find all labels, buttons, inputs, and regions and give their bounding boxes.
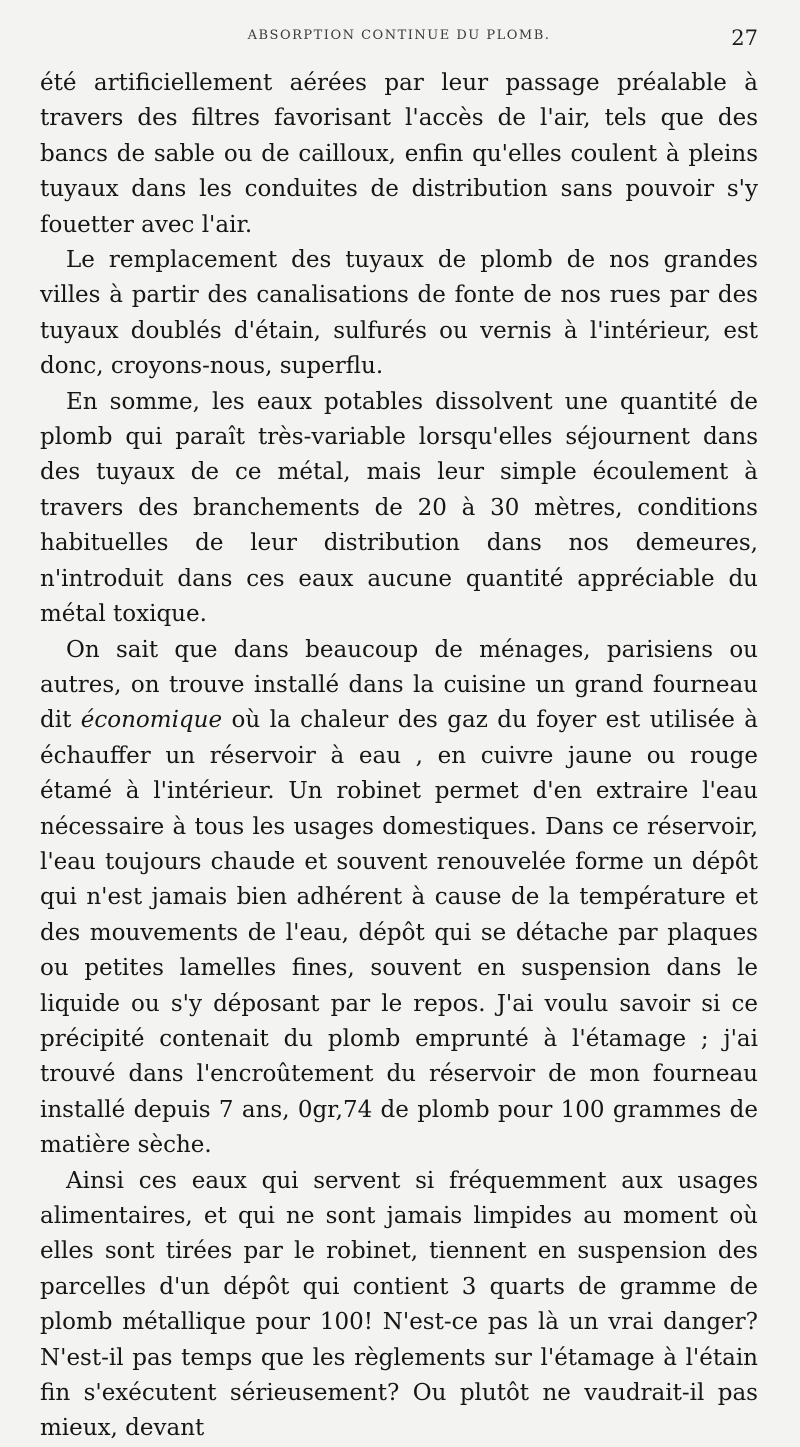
paragraph-lead-pipes: Le remplacement des tuyaux de plomb de nos grandes villes à partir des canalisations de fonte de nos rues par des tuyaux doublés d'étain, sulfurés ou vernis à l'intérieur, est donc, croyons-nous, superflu. <box>40 247 758 380</box>
running-title: ABSORPTION CONTINUE DU PLOMB. <box>247 28 551 43</box>
body-text <box>40 66 758 1447</box>
paragraph-fourneau <box>40 633 758 1164</box>
page-number: 27 <box>731 26 758 50</box>
paragraph-fourneau-part1: On sait que dans beaucoup de ménages, parisiens ou autres, on trouve installé dans la cuisine un grand fourneau dit <box>40 636 758 734</box>
paragraph-fourneau-part2: où la chaleur des gaz du foyer est utilisée à échauffer un réservoir à eau , en cuivre jaune ou rouge étamé à l'intérieur. Un robinet permet d'en extraire l'eau nécessaire à tous les usages domestiques. Dans ce réservoir, l'eau toujours chaude et souvent renouvelée forme un dépôt qui n'est jamais bien adhérent à cause de la température et des mouvements de l'eau, dépôt qui se détache par plaques ou petites lamelles fines, souvent en suspension dans le liquide ou s'y déposant par le repos. J'ai voulu savoir si ce précipité contenait du plomb emprunté à l'étamage ; j'ai trouvé dans l'encroûtement du réservoir de mon fourneau installé depuis 7 ans, 0gr,74 de plomb pour 100 grammes de matière sèche. <box>40 707 758 1159</box>
running-head <box>40 22 758 66</box>
paragraph-summary: En somme, les eaux potables dissolvent une quantité de plomb qui paraît très-variable lorsqu'elles séjournent dans des tuyaux de ce métal, mais leur simple écoulement à travers des branchements de 20 à 30 mètres, conditions habituelles de leur distribution dans nos demeures, n'introduit dans ces eaux aucune quantité appréciable du métal toxique. <box>40 388 758 628</box>
paragraph-continuation: été artificiellement aérées par leur passage préalable à travers des filtres favorisant l'accès de l'air, tels que des bancs de sable ou de cailloux, enfin qu'elles coulent à pleins tuyaux dans les conduites de distribution sans pouvoir s'y fouetter avec l'air. <box>40 70 758 238</box>
italic-term: économique <box>80 707 223 734</box>
paragraph-danger: Ainsi ces eaux qui servent si fréquemment aux usages alimentaires, et qui ne sont jamais limpides au moment où elles sont tirées par le robinet, tiennent en suspension des parcelles d'un dépôt qui contient 3 quarts de gramme de plomb métallique pour 100! N'est-ce pas là un vrai danger? N'est-il pas temps que les règlements sur l'étamage à l'étain fin s'exécutent sérieusement? Ou plutôt ne vaudrait-il pas mieux, devant <box>40 1167 758 1442</box>
